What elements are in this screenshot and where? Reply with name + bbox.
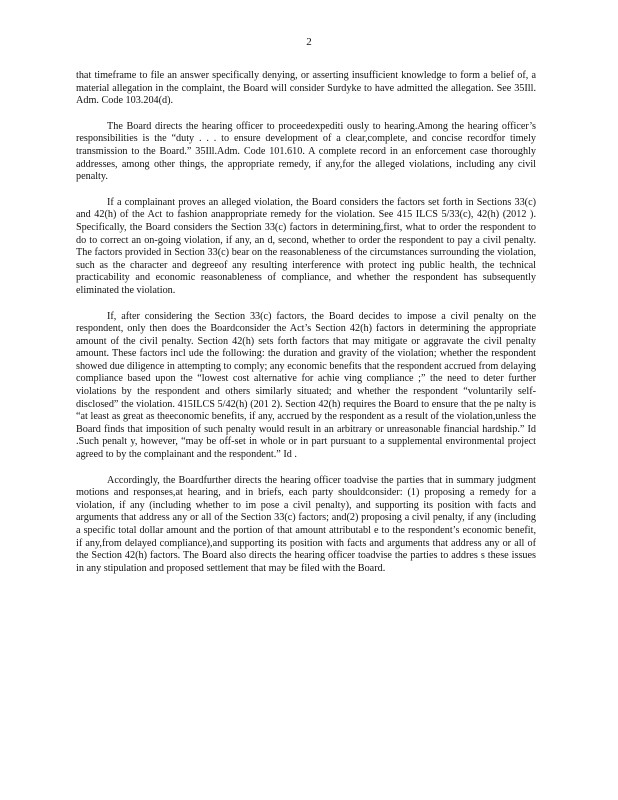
paragraph-section-33c-factors: If a complainant proves an alleged violation, the Board considers the factors set forth in Sections 33(c) and 42(h) of the Act to fashion anappropriate remedy for the violation. See 415 ILCS 5/33(c), 42(h) (2012 ). Specifically, the Board considers the Section 33(c) factors in determining,first, what to order the respondent to do to correct an on-going violation, if any, an d, second, whether to order the respondent to pay a civil penalty. The factors provided in Section 33(c) bear on the reasonableness of the circumstances surrounding the violation, such as the character and degreeof any resulting interference with protect ing public health, the technical practicability and economic reasonableness of compliance, and whether the respondent has subsequently eliminated the violation. xyxy=(76,196,536,296)
page-number: 2 xyxy=(306,36,312,48)
paragraph-answer-timeframe: that timeframe to file an answer specifically denying, or asserting insufficient knowledge to form a belief of, a material allegation in the complaint, the Board will consider Surdyke to have admitted the allegation. See 35Ill. Adm. Code 103.204(d). xyxy=(76,70,536,107)
document-body xyxy=(76,70,536,588)
paragraph-hearing-officer-duty: The Board directs the hearing officer to proceedexpediti ously to hearing.Among the hearing officer’s responsibilities is the “duty . . . to ensure development of a clear,complete, and concise recordfor timely transmission to the Board.” 35Ill.Adm. Code 101.610. A complete record in an enforcement case thoroughly addresses, among other things, the appropriate remedy, if any,for the alleged violations, including any civil penalty. xyxy=(76,120,536,183)
paragraph-section-42h-factors: If, after considering the Section 33(c) factors, the Board decides to impose a civil penalty on the respondent, only then does the Boardconsider the Act’s Section 42(h) factors in determining the appropriate amount of the civil penalty. Section 42(h) sets forth factors that may mitigate or aggravate the civil penalty amount. These factors incl ude the following: the duration and gravity of the violation; whether the respondent showed due diligence in attempting to comply; any economic benefits that the respondent accrued from delaying compliance based upon the “lowest cost alternative for achie ving compliance ;” the need to deter further violations by the respondent and others similarly situated; and whether the respondent “voluntarily self-disclosed” the violation. 415ILCS 5/42(h) (201 2). Section 42(h) requires the Board to ensure that the pe nalty is “at least as great as theeconomic benefits, if any, accrued by the respondent as a result of the violation,unless the Board finds that imposition of such penalty would result in an arbitrary or unreasonable financial hardship.” Id .Such penalt y, however, “may be off-set in whole or in part pursuant to a supplemental environmental project agreed to by the complainant and the respondent.” Id . xyxy=(76,310,536,461)
paragraph-party-directions: Accordingly, the Boardfurther directs the hearing officer toadvise the parties that in summary judgment motions and responses,at hearing, and in briefs, each party shouldconsider: (1) proposing a remedy for a violation, if any (including whether to im pose a civil penalty), and supporting its position with facts and arguments that address any or all of the Section 33(c) factors; and(2) proposing a civil penalty, if any (including a specific total dollar amount and the portion of that amount attributabl e to the respondent’s economic benefit, if any,from delayed compliance),and supporting its position with facts and arguments that address any or all of the Section 42(h) factors. The Board also directs the hearing officer toadvise the parties to addres s these issues in any stipulation and proposed settlement that may be filed with the Board. xyxy=(76,474,536,574)
